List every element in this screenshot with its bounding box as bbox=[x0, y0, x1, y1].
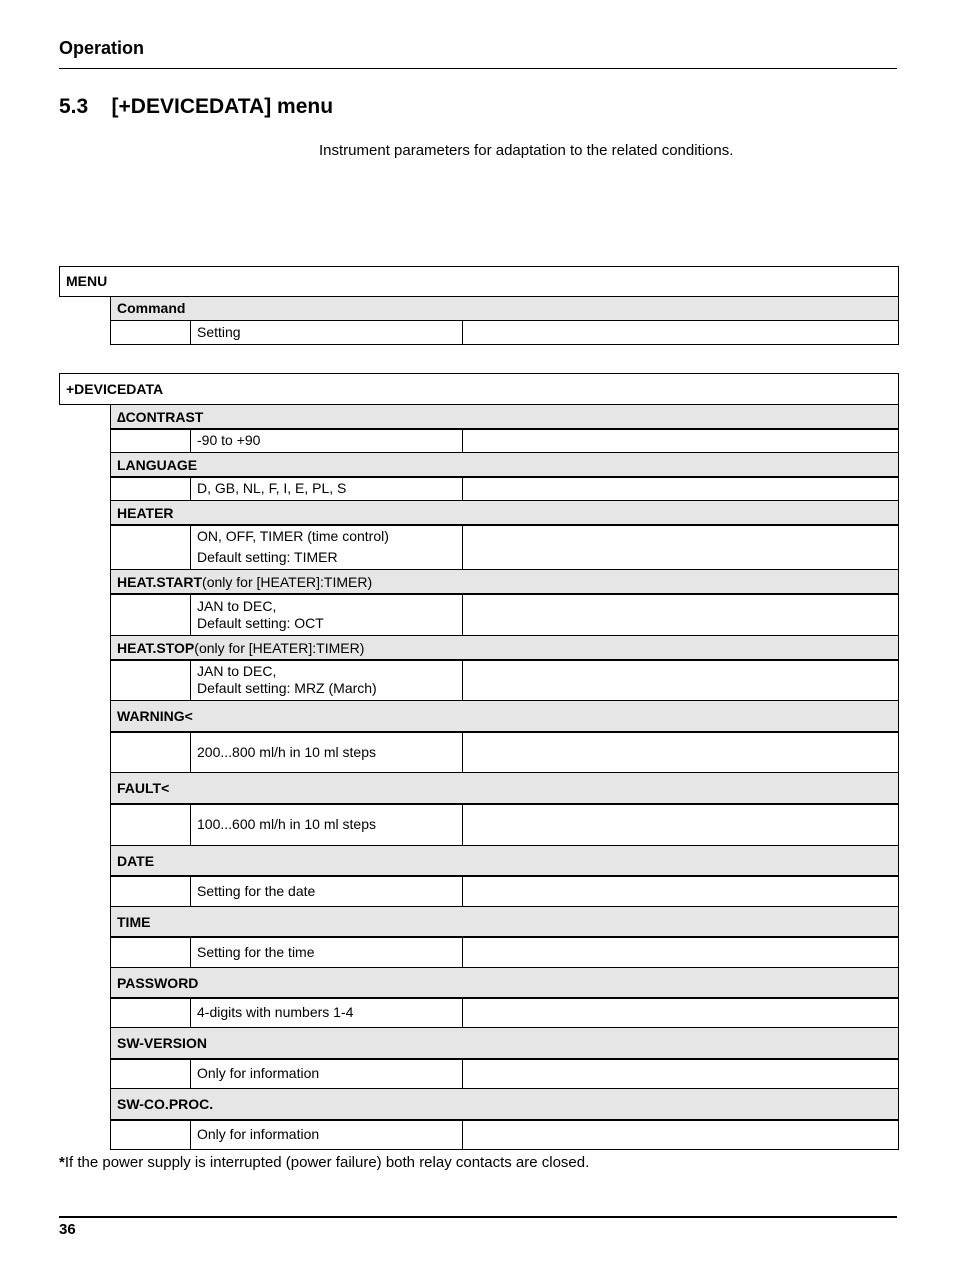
parameter-name: DATE bbox=[117, 852, 155, 869]
parameter-note: (only for [HEATER]:TIMER) bbox=[194, 639, 365, 656]
parameter-name-cell bbox=[111, 846, 154, 876]
setting-line: 4-digits with numbers 1-4 bbox=[197, 1004, 354, 1020]
setting-text bbox=[191, 1059, 461, 1088]
indent-cell bbox=[110, 997, 191, 1028]
parameter-name: SW-CO.PROC. bbox=[117, 1096, 214, 1112]
setting-line: Only for information bbox=[197, 1126, 320, 1142]
parameter-name-cell bbox=[111, 570, 372, 594]
setting-text bbox=[191, 660, 461, 700]
setting-line: Setting for the time bbox=[197, 943, 315, 960]
parameter-name: TIME bbox=[117, 913, 151, 930]
indent-cell bbox=[110, 936, 191, 968]
value-cell bbox=[462, 1119, 899, 1150]
setting-text bbox=[191, 594, 461, 635]
setting-text bbox=[191, 937, 461, 967]
section-title: [+DEVICEDATA] menu bbox=[111, 95, 334, 118]
value-cell bbox=[462, 875, 899, 907]
value-cell bbox=[462, 593, 899, 636]
indent-cell bbox=[110, 1058, 191, 1089]
setting-line: 200...800 ml/h in 10 ml steps bbox=[197, 743, 376, 760]
intro-text: Instrument parameters for adaptation to the related conditions. bbox=[319, 142, 734, 159]
indent-cell bbox=[110, 659, 191, 701]
indent-cell bbox=[110, 803, 191, 846]
parameter-name: SW-VERSION bbox=[117, 1035, 207, 1051]
parameter-header-row bbox=[110, 404, 899, 430]
legend-menu-label: MENU bbox=[66, 273, 108, 289]
value-cell bbox=[462, 997, 899, 1028]
setting-line: -90 to +90 bbox=[197, 432, 261, 448]
parameter-name-cell bbox=[111, 405, 203, 429]
setting-line: JAN to DEC, bbox=[197, 597, 277, 614]
value-cell bbox=[462, 428, 899, 453]
parameter-name-cell bbox=[111, 968, 198, 998]
parameter-name-cell bbox=[111, 773, 169, 804]
setting-text bbox=[191, 477, 461, 500]
parameter-name-cell bbox=[111, 907, 150, 937]
parameter-note: (only for [HEATER]:TIMER) bbox=[202, 573, 373, 590]
parameter-name-cell bbox=[111, 501, 174, 525]
footnote-mark: * bbox=[59, 1154, 65, 1171]
setting-text bbox=[191, 732, 461, 772]
parameter-header-row bbox=[110, 700, 899, 733]
parameter-header-row bbox=[110, 500, 899, 526]
value-cell bbox=[462, 524, 899, 570]
legend-command-label: Command bbox=[117, 300, 186, 316]
setting-text bbox=[191, 429, 461, 452]
parameter-header-row bbox=[110, 1027, 899, 1060]
legend-command-row bbox=[110, 296, 899, 321]
parameter-name: PASSWORD bbox=[117, 974, 199, 991]
section-number: 5.3 bbox=[59, 95, 89, 118]
legend-menu-row bbox=[59, 266, 899, 297]
setting-text bbox=[191, 1120, 461, 1149]
setting-line: 100...600 ml/h in 10 ml steps bbox=[197, 816, 376, 832]
page-number: 36 bbox=[59, 1221, 76, 1238]
setting-line: JAN to DEC, bbox=[197, 663, 277, 679]
parameter-name: HEAT.STOP bbox=[117, 639, 195, 656]
legend-value-cell bbox=[462, 320, 899, 345]
legend-setting-label: Setting bbox=[197, 324, 241, 340]
indent-cell bbox=[110, 428, 191, 453]
legend-indent-cell bbox=[110, 320, 191, 345]
setting-text bbox=[191, 998, 461, 1027]
footnote-text: If the power supply is interrupted (power failure) both relay contacts are closed. bbox=[64, 1154, 590, 1171]
section-heading bbox=[59, 95, 333, 119]
setting-line: Only for information bbox=[197, 1065, 320, 1081]
footnote bbox=[59, 1154, 589, 1171]
parameter-header-row bbox=[110, 772, 899, 805]
value-cell bbox=[462, 476, 899, 501]
parameter-header-row bbox=[110, 452, 899, 478]
running-header: Operation bbox=[59, 38, 145, 58]
parameter-name: HEATER bbox=[117, 504, 174, 521]
parameter-name-cell bbox=[111, 1028, 207, 1059]
value-cell bbox=[462, 803, 899, 846]
indent-cell bbox=[110, 476, 191, 501]
parameter-header-row bbox=[110, 967, 899, 999]
setting-text bbox=[191, 876, 461, 906]
setting-line: Default setting: TIMER bbox=[197, 549, 338, 565]
value-cell bbox=[462, 659, 899, 701]
setting-text bbox=[191, 804, 461, 845]
indent-cell bbox=[110, 524, 191, 570]
indent-cell bbox=[110, 875, 191, 907]
header-rule bbox=[59, 68, 897, 69]
indent-cell bbox=[110, 593, 191, 636]
parameter-name: FAULT< bbox=[117, 780, 170, 796]
devicedata-title: +DEVICEDATA bbox=[66, 380, 164, 397]
parameter-header-row bbox=[110, 1088, 899, 1121]
parameter-name-cell bbox=[111, 636, 364, 660]
setting-line: D, GB, NL, F, I, E, PL, S bbox=[197, 480, 347, 496]
setting-line: Default setting: OCT bbox=[197, 614, 324, 631]
footer-rule bbox=[59, 1216, 897, 1218]
devicedata-title-row bbox=[59, 373, 899, 405]
parameter-name: WARNING< bbox=[117, 708, 193, 724]
indent-cell bbox=[110, 1119, 191, 1150]
setting-line: ON, OFF, TIMER (time control) bbox=[197, 528, 389, 544]
parameter-name-cell bbox=[111, 1089, 213, 1120]
parameter-name: LANGUAGE bbox=[117, 456, 198, 473]
setting-line: Setting for the date bbox=[197, 882, 316, 899]
parameter-name: ∆CONTRAST bbox=[117, 408, 204, 425]
parameter-header-row bbox=[110, 906, 899, 938]
parameter-header-row bbox=[110, 845, 899, 877]
setting-line: Default setting: MRZ (March) bbox=[197, 680, 377, 696]
value-cell bbox=[462, 1058, 899, 1089]
setting-text bbox=[191, 525, 461, 569]
indent-cell bbox=[110, 731, 191, 773]
value-cell bbox=[462, 731, 899, 773]
parameter-name: HEAT.START bbox=[117, 573, 203, 590]
parameter-name-cell bbox=[111, 453, 197, 477]
parameter-name-cell bbox=[111, 701, 193, 732]
value-cell bbox=[462, 936, 899, 968]
